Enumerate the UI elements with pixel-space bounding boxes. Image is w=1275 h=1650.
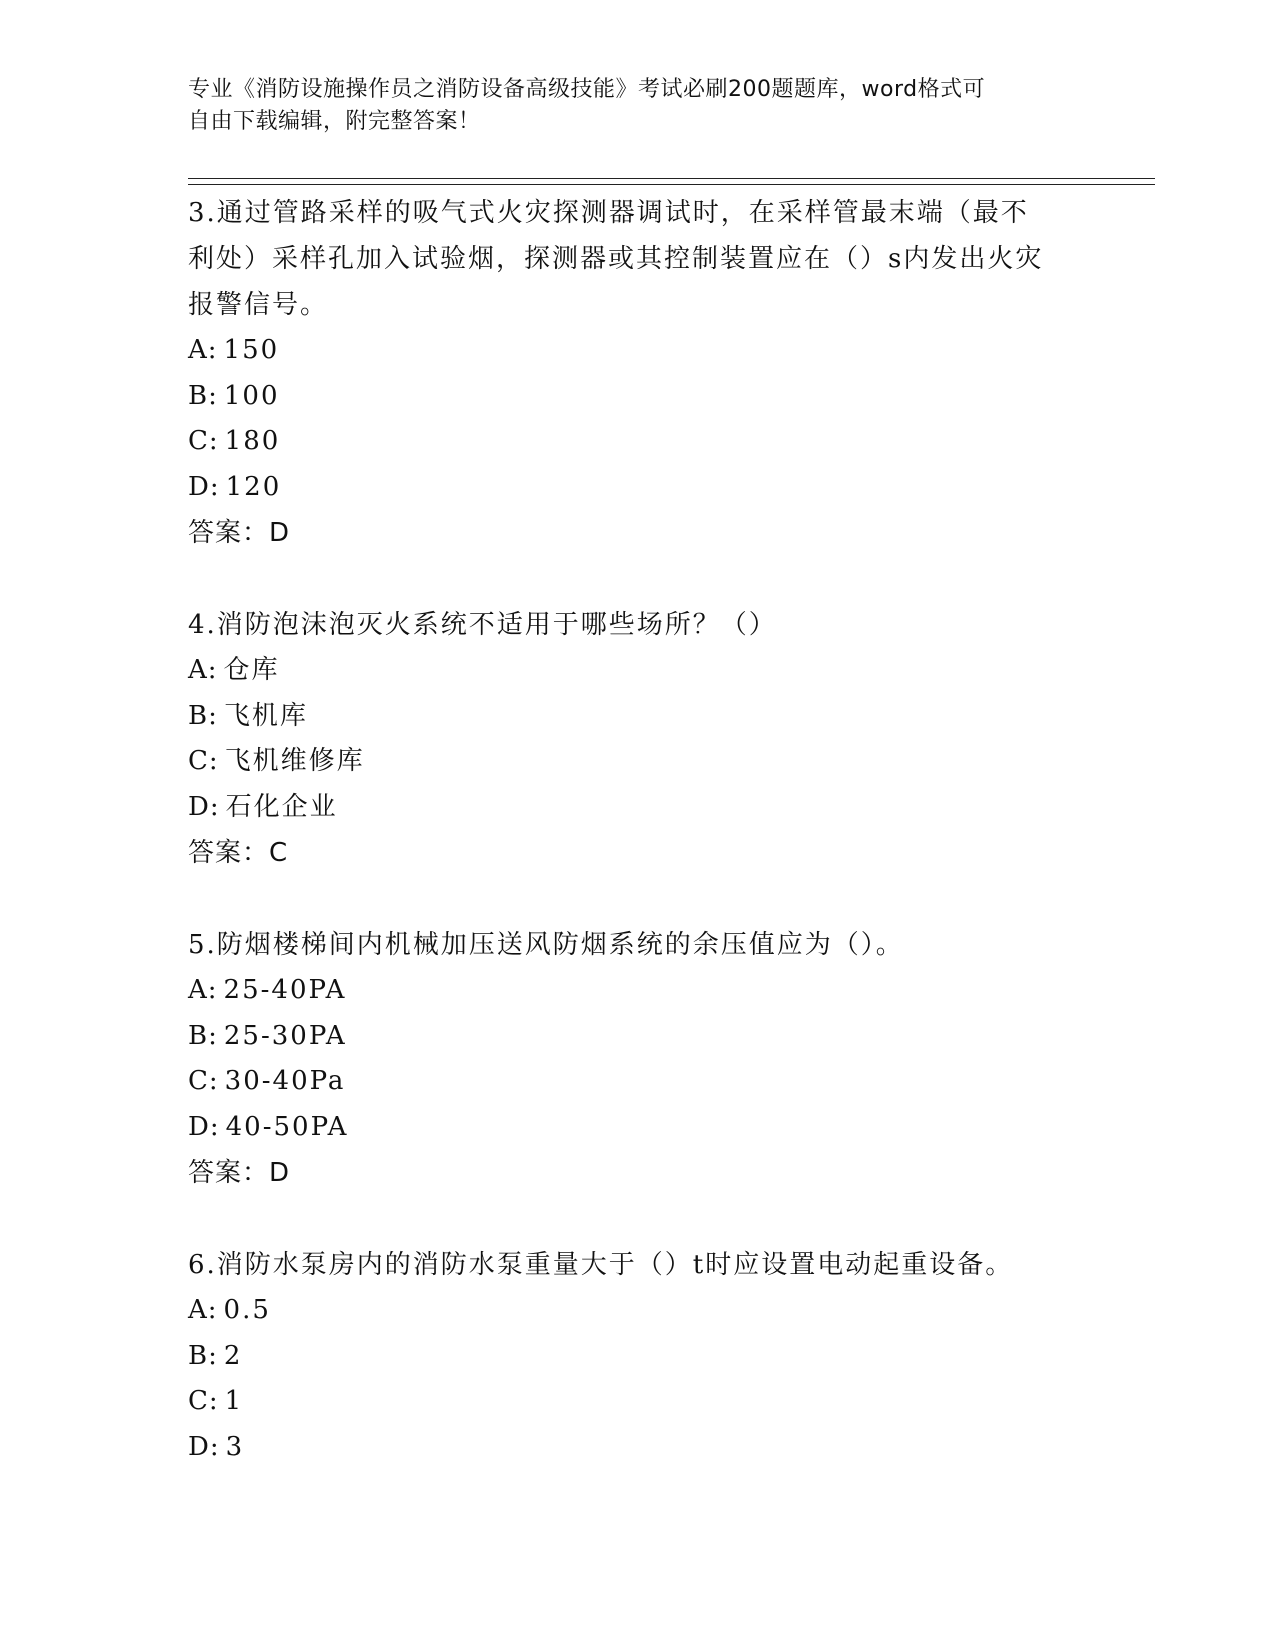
question-4 — [188, 602, 1088, 876]
option-text: 飞机库 — [223, 700, 308, 731]
answer-line: 答案：C — [188, 838, 289, 868]
option-text: 30-40Pa — [224, 1066, 346, 1096]
question-6 — [188, 1242, 1088, 1470]
answer-line: 答案：D — [188, 518, 291, 548]
option-d — [188, 1105, 1088, 1151]
option-text: 25-40PA — [223, 975, 347, 1005]
option-label: A: — [188, 655, 218, 685]
question-5 — [188, 922, 1088, 1196]
option-text: 40-50PA — [225, 1111, 349, 1142]
option-label: B: — [188, 380, 218, 411]
option-text: 仓库 — [223, 655, 280, 685]
option-c — [188, 739, 1088, 785]
option-text: 150 — [223, 335, 280, 365]
option-text: 3 — [225, 1431, 245, 1462]
option-a — [188, 648, 1088, 694]
option-c — [188, 1379, 1088, 1425]
option-d — [188, 1425, 1088, 1471]
option-text: 2 — [223, 1340, 243, 1371]
option-text: 石化企业 — [225, 791, 338, 822]
option-label: D: — [188, 471, 220, 502]
option-label: A: — [188, 1295, 218, 1325]
option-text: 180 — [224, 426, 281, 456]
option-b — [188, 694, 1088, 740]
option-a — [188, 1288, 1088, 1334]
question-stem: 6.消防水泵房内的消防水泵重量大于（）t时应设置电动起重设备。 — [188, 1250, 1014, 1280]
option-text: 飞机维修库 — [224, 746, 365, 776]
option-label: A: — [188, 335, 218, 365]
option-label: C: — [188, 1386, 219, 1416]
question-list — [188, 190, 1088, 1516]
header-line-1: 专业《消防设施操作员之消防设备高级技能》考试必刷200题题库，word格式可 — [188, 77, 986, 102]
option-label: B: — [188, 1020, 218, 1051]
option-label: C: — [188, 426, 219, 456]
question-stem: 3.通过管路采样的吸气式火灾探测器调试时，在采样管最末端（最不利处）采样孔加入试验烟，探测器或其控制装置应在（）s内发出火灾报警信号。 — [188, 198, 1044, 320]
option-label: A: — [188, 975, 218, 1005]
option-c — [188, 1059, 1088, 1105]
option-label: D: — [188, 791, 220, 822]
question-stem: 5.防烟楼梯间内机械加压送风防烟系统的余压值应为（）。 — [188, 930, 904, 960]
option-text: 0.5 — [223, 1295, 271, 1325]
option-text: 100 — [223, 380, 280, 411]
option-label: C: — [188, 746, 219, 776]
option-label: B: — [188, 1340, 218, 1371]
option-text: 1 — [224, 1386, 244, 1416]
option-label: D: — [188, 1431, 220, 1462]
option-label: B: — [188, 700, 218, 731]
option-a — [188, 968, 1088, 1014]
header-divider — [188, 178, 1155, 185]
document-header — [188, 74, 1068, 138]
option-b — [188, 1334, 1088, 1380]
option-d — [188, 465, 1048, 511]
option-b — [188, 374, 1048, 420]
option-text: 25-30PA — [223, 1020, 347, 1051]
header-line-2: 自由下载编辑，附完整答案！ — [188, 109, 481, 134]
option-b — [188, 1014, 1088, 1060]
answer-line: 答案：D — [188, 1158, 291, 1188]
question-3 — [188, 190, 1048, 556]
option-c — [188, 419, 1048, 465]
option-label: C: — [188, 1066, 219, 1096]
option-text: 120 — [225, 471, 282, 502]
option-d — [188, 785, 1088, 831]
option-label: D: — [188, 1111, 220, 1142]
option-a — [188, 328, 1048, 374]
question-stem: 4.消防泡沫泡灭火系统不适用于哪些场所？（） — [188, 610, 777, 640]
